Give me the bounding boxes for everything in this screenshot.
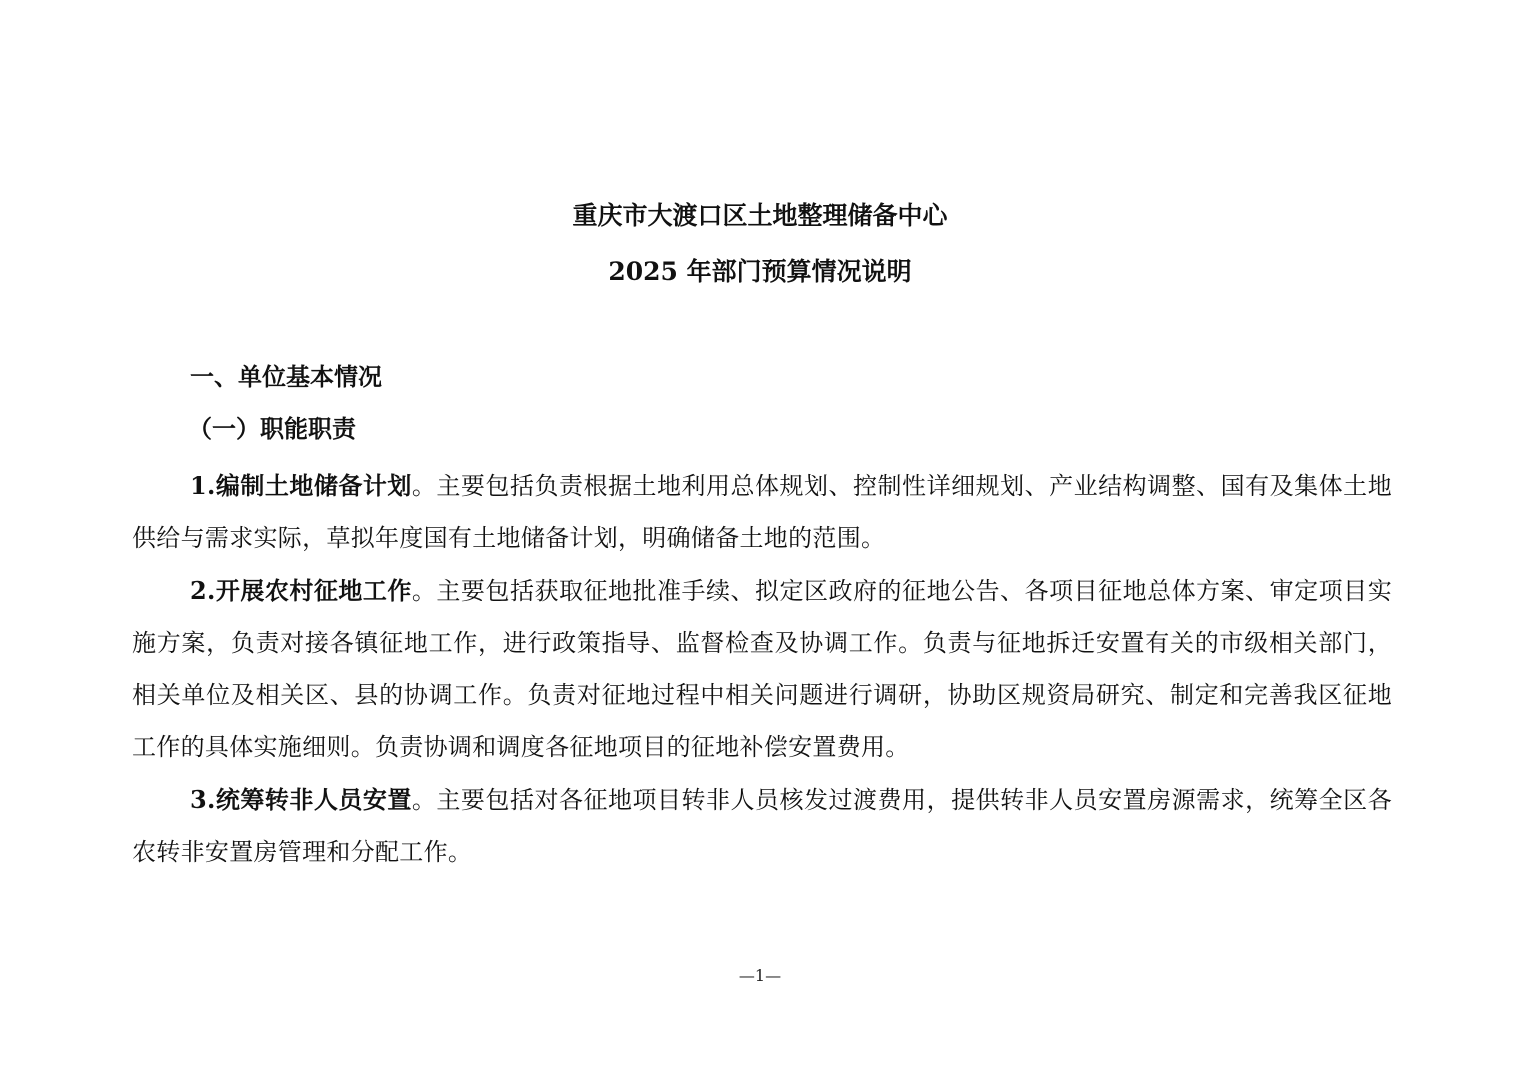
paragraph-lead: 2.开展农村征地工作 — [190, 575, 412, 605]
paragraph-body: 。主要包括负责根据土地利用总体规划、控制性详细规划、产业结构调整、国有及集体土地供给与需求实际，草拟年度国有土地储备计划，明确储备土地的范围。 — [132, 472, 1392, 553]
paragraph-land-reserve-plan — [132, 460, 1392, 565]
document-body — [132, 358, 1392, 878]
page-number: —1— — [738, 966, 782, 985]
paragraph-lead: 1.编制土地储备计划 — [190, 471, 412, 500]
paragraph-land-acquisition — [132, 565, 1392, 774]
paragraph-resettlement — [132, 774, 1392, 879]
subsection-heading-functions: （一）职能职责 — [188, 414, 356, 443]
paragraph-lead: 3.统筹转非人员安置 — [190, 784, 412, 814]
document-title: 重庆市大渡口区土地整理储备中心 — [572, 201, 948, 230]
paragraph-body: 。主要包括对各征地项目转非人员核发过渡费用，提供转非人员安置房源需求，统筹全区各农转非安置房管理和分配工作。 — [132, 785, 1392, 867]
section-heading-unit-basic-info: 一、单位基本情况 — [190, 363, 382, 391]
paragraph-body: 。主要包括获取征地批准手续、拟定区政府的征地公告、各项目征地总体方案、审定项目实施方案，负责对接各镇征地工作，进行政策指导、监督检查及协调工作。负责与征地拆迁安置有关的市级相关部门，相关单位及相关区、县的协调工作。负责对征地过程中相关问题进行调研，协助区规资局研究、制定和完善我区征地工作的具体实施细则。负责协调和调度各征地项目的征地补偿安置费用。 — [132, 576, 1392, 762]
document-subtitle: 2025 年部门预算情况说明 — [608, 257, 912, 286]
